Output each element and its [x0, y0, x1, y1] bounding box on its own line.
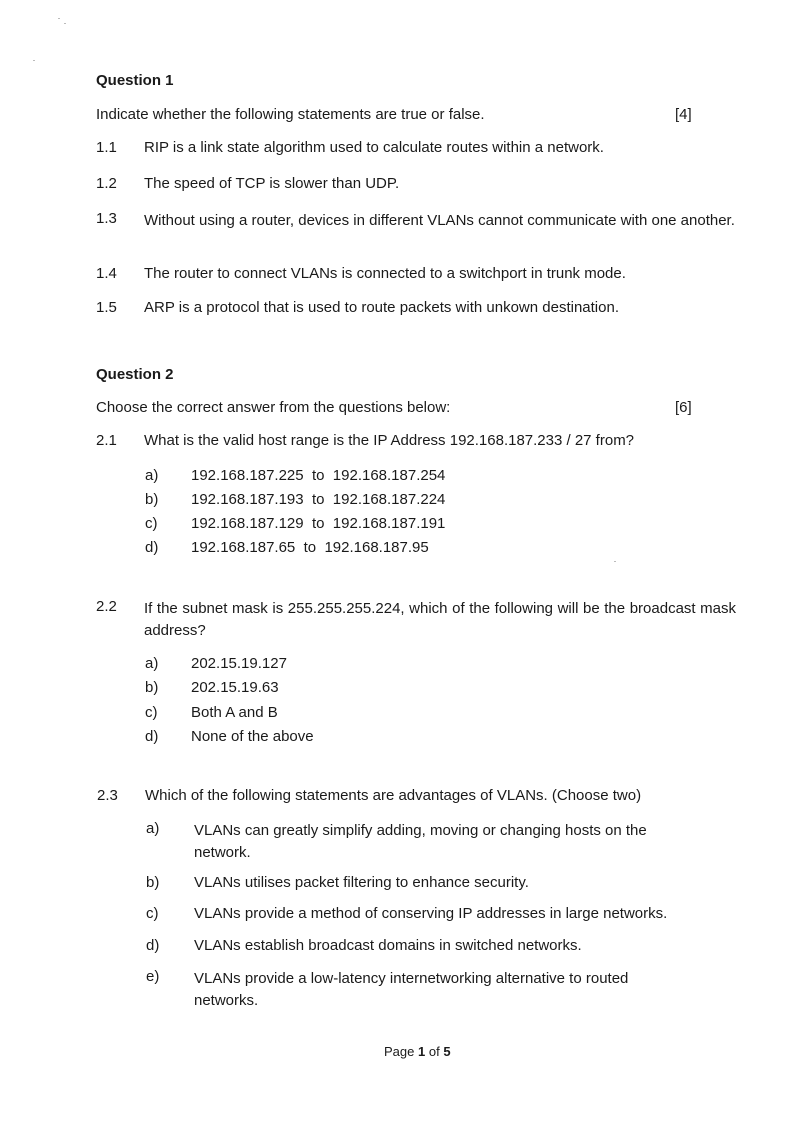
- option-letter: d): [146, 937, 160, 954]
- page-current: 1: [418, 1044, 426, 1059]
- item-text: If the subnet mask is 255.255.255.224, which of the following will be the broadcast mask address?: [144, 600, 736, 639]
- item-text: Without using a router, devices in different VLANs cannot communicate with one another.: [144, 212, 735, 229]
- option-letter: d): [145, 539, 159, 556]
- page-of-word: of: [428, 1044, 440, 1059]
- scan-speck: [64, 23, 66, 24]
- option-text: VLANs establish broadcast domains in switched networks.: [194, 937, 582, 954]
- item-number: 1.2: [96, 175, 117, 192]
- option-text: VLANs utilises packet filtering to enhance security.: [194, 874, 529, 891]
- option-text: 202.15.19.127: [191, 655, 287, 672]
- option-text: 202.15.19.63: [191, 679, 279, 696]
- option-text: VLANs can greatly simplify adding, moving or changing hosts on the network.: [194, 822, 647, 861]
- question-1-title: Question 1: [96, 72, 174, 89]
- item-number: 2.3: [97, 787, 118, 804]
- item-text: The speed of TCP is slower than UDP.: [144, 175, 400, 192]
- item-text: RIP is a link state algorithm used to calculate routes within a network.: [144, 139, 604, 156]
- item-number: 2.1: [96, 432, 117, 449]
- option-letter: a): [146, 820, 160, 837]
- option-text: 192.168.187.129 to 192.168.187.191: [191, 515, 446, 532]
- question-2-instruction: Choose the correct answer from the questions below:: [96, 399, 451, 416]
- item-text: The router to connect VLANs is connected to a switchport in trunk mode.: [144, 265, 626, 282]
- option-letter: c): [145, 515, 158, 532]
- scan-speck: [58, 18, 60, 19]
- item-text: Which of the following statements are advantages of VLANs. (Choose two): [145, 787, 642, 804]
- option-letter: c): [146, 905, 159, 922]
- option-letter: b): [146, 874, 160, 891]
- option-letter: a): [145, 655, 159, 672]
- option-text: Both A and B: [191, 704, 278, 721]
- question-1-instruction: Indicate whether the following statements are true or false.: [96, 106, 485, 123]
- item-number: 1.1: [96, 139, 117, 156]
- option-text: VLANs provide a low-latency internetworking alternative to routed networks.: [194, 970, 629, 1009]
- option-letter: d): [145, 728, 159, 745]
- item-number: 1.3: [96, 210, 117, 227]
- option-text: None of the above: [191, 728, 314, 745]
- scan-speck: [614, 561, 616, 562]
- question-1-marks: [4]: [675, 106, 692, 123]
- scan-speck: [33, 60, 35, 61]
- option-letter: a): [145, 467, 159, 484]
- option-letter: e): [146, 968, 160, 985]
- item-number: 2.2: [96, 598, 117, 615]
- option-text: 192.168.187.225 to 192.168.187.254: [191, 467, 446, 484]
- option-letter: b): [145, 491, 159, 508]
- page-number: [384, 1044, 451, 1059]
- option-text: 192.168.187.65 to 192.168.187.95: [191, 539, 429, 556]
- page-total: 5: [443, 1044, 451, 1059]
- item-number: 1.4: [96, 265, 117, 282]
- option-letter: b): [145, 679, 159, 696]
- option-letter: c): [145, 704, 158, 721]
- option-text: 192.168.187.193 to 192.168.187.224: [191, 491, 446, 508]
- question-2-marks: [6]: [675, 399, 692, 416]
- item-text: ARP is a protocol that is used to route packets with unkown destination.: [144, 299, 619, 316]
- option-text: VLANs provide a method of conserving IP addresses in large networks.: [194, 905, 668, 922]
- page-word: Page: [384, 1044, 415, 1059]
- item-number: 1.5: [96, 299, 117, 316]
- item-text: What is the valid host range is the IP Address 192.168.187.233 / 27 from?: [144, 432, 635, 449]
- question-2-title: Question 2: [96, 366, 174, 383]
